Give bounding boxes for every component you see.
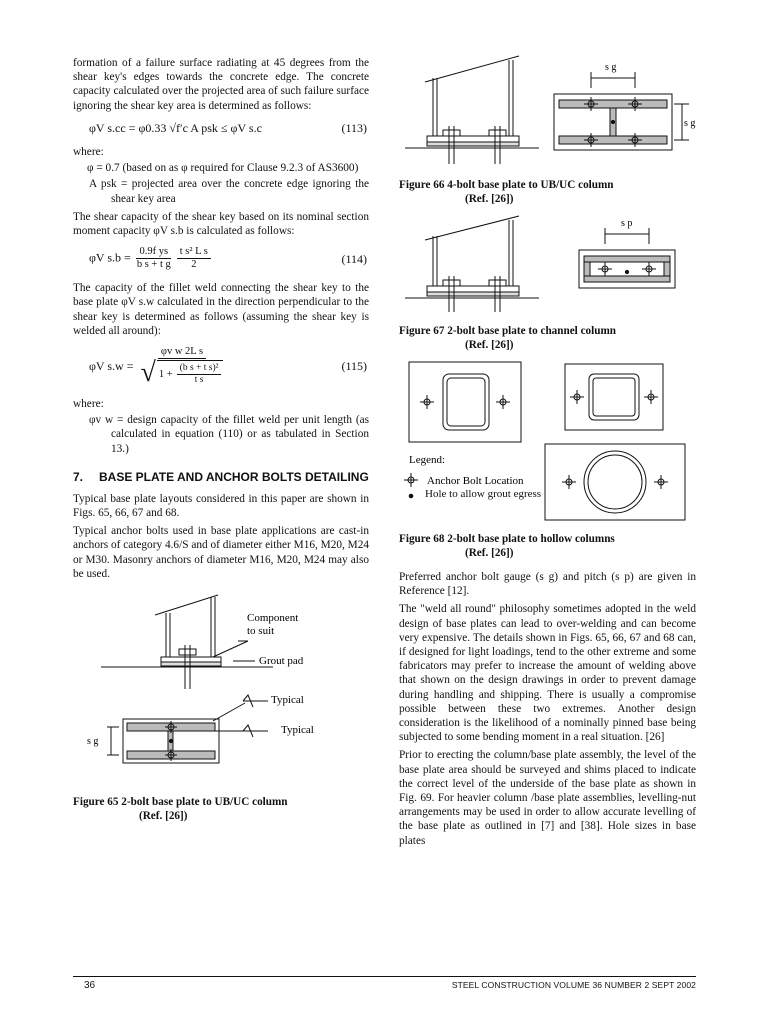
figure-66	[399, 52, 696, 174]
left-column	[73, 56, 369, 831]
right-column	[399, 56, 696, 852]
paragraph: Typical anchor bolts used in base plate applications are cast-in anchors of category 4.6/S and of diameter either M16, M20, M24 or M30. Masonry anchors of diameter M16, M20, M24 may also be used.	[73, 525, 369, 580]
label-grout-pad: Grout pad	[259, 655, 304, 668]
paragraph: formation of a failure surface radiating at 45 degrees from the shear key's edges towards the concrete edge. The concrete capacity calculated over the projected area of such failure surface ignoring the shear key area is determined as follows:	[73, 57, 369, 112]
label-typical-1: Typical	[271, 694, 304, 707]
legend-title: Legend:	[409, 454, 446, 466]
paragraph: Prior to erecting the column/base plate assembly, the level of the base plate area should be surveyed and shims placed to indicate the correct level of the underside of the base plate as shown in Fig. 69. For heavier column /base plate assemblies, levelling-nut arrangements may be used in order to allow accurate levelling of the base plate as outlined in [7] and [38]. Hole sizes in base plates	[399, 749, 696, 847]
equation-number: (115)	[341, 359, 367, 374]
page-number: 36	[84, 980, 96, 991]
equation-115	[73, 346, 369, 387]
label-sg-top: s g	[605, 62, 617, 73]
section-heading: 7. BASE PLATE AND ANCHOR BOLTS DETAILING	[73, 469, 369, 484]
anchor-nut	[179, 649, 196, 655]
definition-apsk: A psk = projected area over the concrete edge ignoring the shear key area	[89, 178, 369, 205]
equation-113	[73, 121, 369, 135]
where-label: where:	[73, 398, 104, 411]
figure-65-caption: Figure 65 2-bolt base plate to UB/UC column (Ref. [26])	[73, 796, 288, 823]
equation-body: φV s.cc = φ0.33 √f′c A psk ≤ φV s.c	[89, 120, 262, 135]
where-label: where:	[73, 146, 104, 159]
fraction: φv w 2L s √ 1 + $\frac{\text{(b s + t s)²}}{\text{t s}}$	[137, 346, 226, 387]
equation-number: (114)	[341, 251, 367, 266]
legend-anchor: Anchor Bolt Location	[427, 475, 524, 487]
legend-hole: Hole to allow grout egress	[425, 488, 542, 500]
label-to-suit: to suit	[247, 625, 275, 638]
definition-vw: φv w = design capacity of the fillet weld per unit length (as calculated in equation (110) or as tabulated in Section 13.)	[89, 414, 369, 455]
equation-lhs: φV s.w =	[89, 359, 134, 374]
equation-number: (113)	[341, 120, 367, 135]
fraction: $\frac{\text{t s² L s}}{2}$	[177, 246, 211, 271]
label-sg-side: s g	[684, 118, 696, 129]
label-typical-2: Typical	[281, 724, 314, 737]
equation-114	[73, 246, 369, 271]
paragraph: Typical base plate layouts considered in this paper are shown in Figs. 65, 66, 67 and 68.	[73, 492, 369, 520]
label-sg: s g	[87, 736, 99, 748]
footer-rule	[73, 976, 696, 977]
figure-68-caption: Figure 68 2-bolt base plate to hollow columns (Ref. [26])	[399, 533, 615, 559]
label-component: Component	[247, 612, 299, 625]
figure-67-caption: Figure 67 2-bolt base plate to channel column (Ref. [26])	[399, 325, 617, 351]
journal-info: STEEL CONSTRUCTION VOLUME 36 NUMBER 2 SEPT 2002	[451, 980, 696, 990]
definition-phi: φ = 0.7 (based on as φ required for Clause 9.2.3 of AS3600)	[87, 162, 359, 175]
figure-67	[399, 214, 696, 320]
square-root: √ 1 + $\frac{\text{(b s + t s)²}}{\text{t s}}$	[140, 359, 223, 387]
fraction: $\frac{\text{0.9f ys}}{\text{b s + t g}}$	[136, 246, 171, 271]
equation-lhs: φV s.b =	[89, 250, 131, 265]
paragraph: Preferred anchor bolt gauge (s g) and pitch (s p) are given in Reference [12].	[399, 571, 696, 598]
paragraph: The shear capacity of the shear key based on its nominal section moment capacity φV s.b is calculated as follows:	[73, 210, 369, 238]
figure-65	[73, 591, 369, 791]
label-sp: s p	[621, 218, 633, 229]
legend-hole-icon	[409, 494, 413, 498]
figure-68	[399, 360, 696, 528]
column-break-line	[155, 595, 218, 615]
paragraph: The capacity of the fillet weld connecting the shear key to the base plate φV s.w calculated in the direction perpendicular to the shear key is determined as follows (assuming the shear key is welded all around):	[73, 282, 369, 337]
figure-66-caption: Figure 66 4-bolt base plate to UB/UC column (Ref. [26])	[399, 179, 614, 205]
base-plate	[161, 657, 221, 662]
paragraph: The "weld all round" philosophy sometimes adopted in the weld design of base plates can lead to over-welding and can become very expensive. The details shown in Figs. 65, 66, 67 and 68 can, if designed for light loadings, tend to the other extreme and some fabricators may prefer to increase the amount of welding above that shown on the design drawings in order to prevent damage during handling and shipping. There is usually a compromise possible between these two extremes. Another design consideration is the likelihood of a nominally pinned base being subjected to some bending moment in a real situation. [26]	[399, 603, 696, 744]
